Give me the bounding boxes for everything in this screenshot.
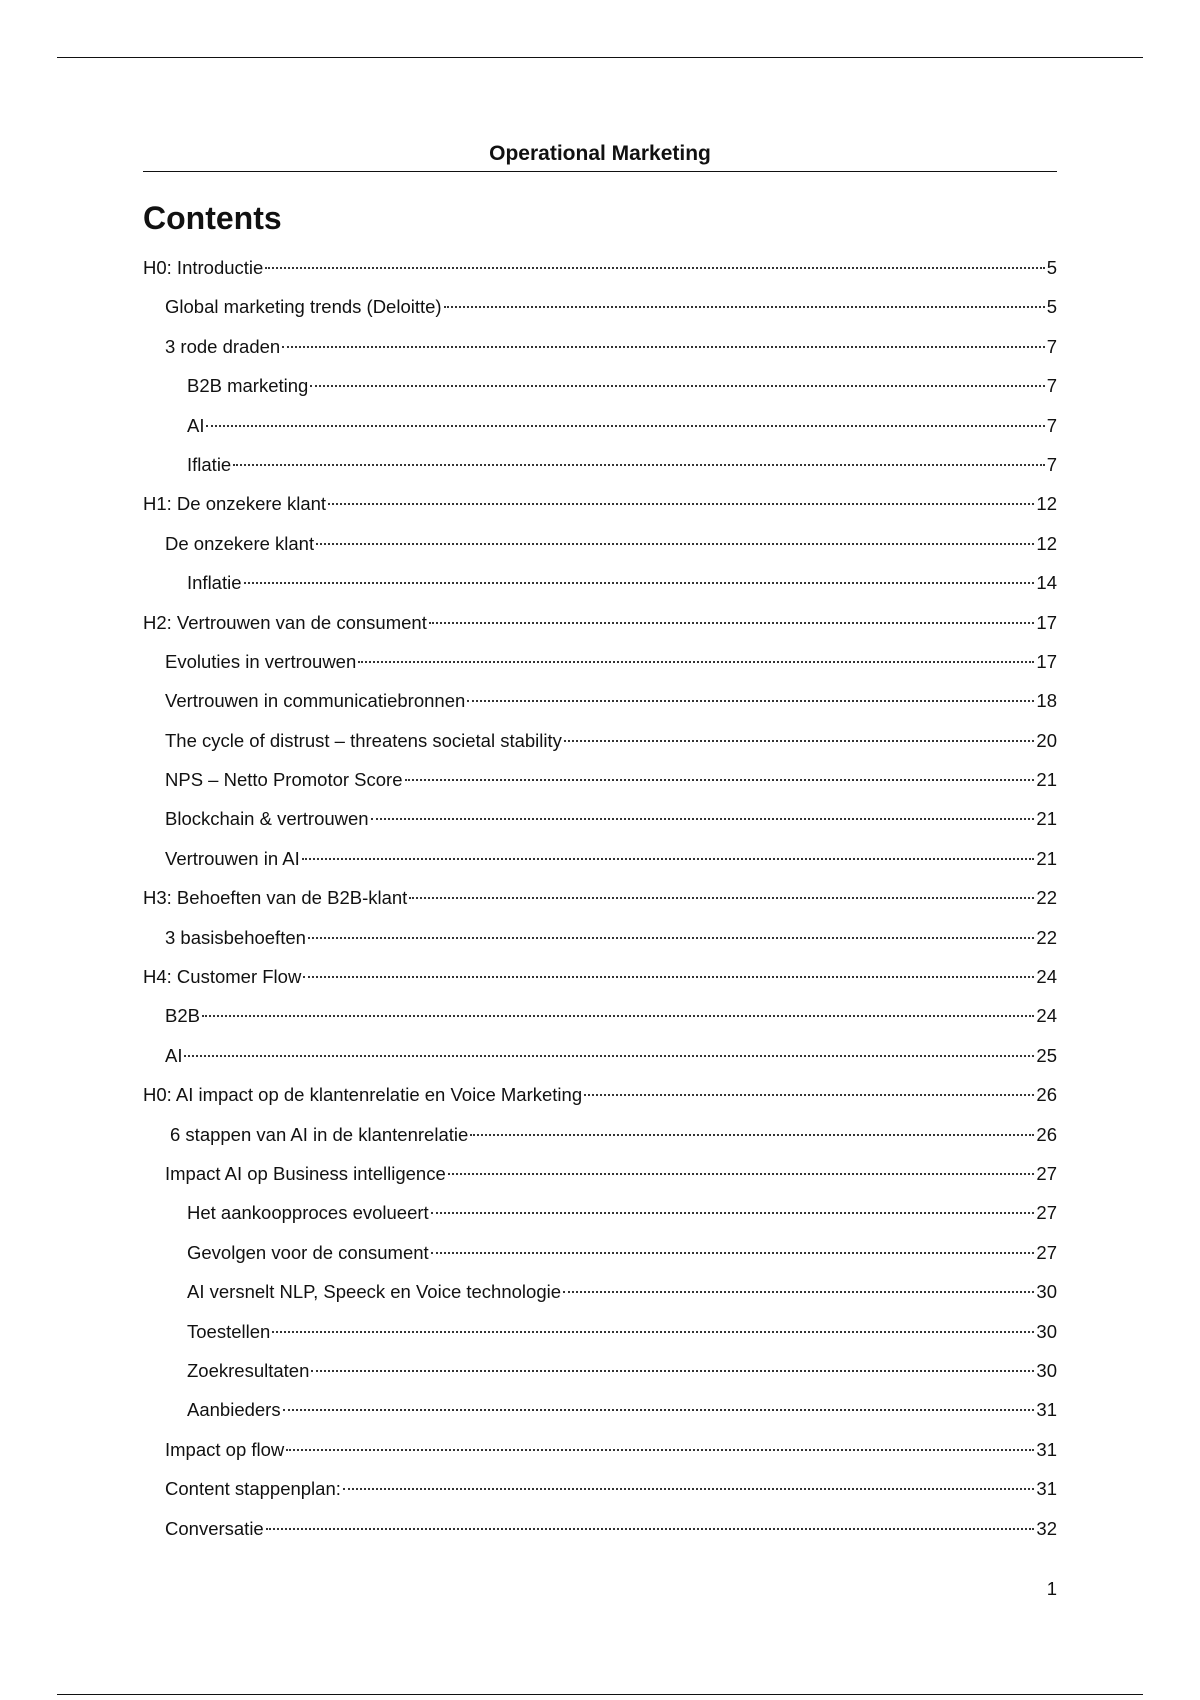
toc-dot-leader [444, 305, 1045, 308]
toc-entry-page: 18 [1036, 690, 1057, 712]
toc-entry[interactable] [143, 366, 1057, 405]
toc-entry-page: 21 [1036, 847, 1057, 869]
toc-entry[interactable] [143, 1469, 1057, 1508]
toc-entry-title: H2: Vertrouwen van de consument [143, 611, 427, 633]
toc-entry-title: Vertrouwen in AI [165, 847, 300, 869]
toc-entry-title: 6 stappen van AI in de klantenrelatie [170, 1123, 469, 1145]
toc-entry-title: Blockchain & vertrouwen [165, 808, 369, 830]
toc-entry-page: 12 [1036, 493, 1057, 515]
toc-entry-title: Het aankoopproces evolueert [187, 1202, 429, 1224]
toc-entry[interactable] [143, 445, 1057, 484]
toc-entry-title: Global marketing trends (Deloitte) [165, 296, 442, 318]
toc-entry-page: 17 [1036, 611, 1057, 633]
toc-dot-leader [184, 1054, 1034, 1057]
toc-dot-leader [308, 936, 1035, 939]
bottom-page-rule [57, 1694, 1143, 1695]
toc-dot-leader [266, 1527, 1035, 1530]
toc-entry-title: H0: Introductie [143, 257, 264, 278]
toc-entry-title: The cycle of distrust – threatens societal stability [165, 729, 562, 751]
toc-entry-title: De onzekere klant [165, 532, 315, 554]
toc-entry-title: H0: AI impact op de klantenrelatie en Voice Marketing [143, 1084, 583, 1106]
toc-entry[interactable] [143, 406, 1057, 445]
toc-entry-title: Zoekresultaten [187, 1359, 310, 1381]
toc-entry[interactable] [143, 918, 1057, 957]
toc-entry-page: 24 [1036, 966, 1057, 988]
toc-entry[interactable] [143, 1075, 1057, 1114]
toc-entry-page: 17 [1036, 650, 1057, 672]
toc-dot-leader [467, 699, 1034, 702]
toc-dot-leader [429, 621, 1035, 624]
toc-dot-leader [563, 1290, 1034, 1293]
toc-entry-title: H4: Customer Flow [143, 966, 302, 988]
toc-entry-page: 7 [1046, 414, 1057, 436]
toc-entry-page: 5 [1046, 296, 1057, 318]
toc-entry-title: Conversatie [165, 1517, 264, 1539]
toc-entry-title: Content stappenplan: [165, 1478, 341, 1500]
toc-entry-page: 26 [1036, 1123, 1057, 1145]
toc-entry[interactable] [143, 681, 1057, 720]
toc-entry[interactable] [143, 996, 1057, 1035]
toc-entry-title: Evoluties in vertrouwen [165, 650, 357, 672]
toc-entry[interactable] [143, 484, 1057, 523]
toc-entry-page: 21 [1036, 808, 1057, 830]
toc-entry[interactable] [143, 1115, 1057, 1154]
toc-entry-page: 30 [1036, 1359, 1057, 1381]
toc-entry-title: Impact AI op Business intelligence [165, 1162, 446, 1184]
toc-entry[interactable] [143, 327, 1057, 366]
toc-dot-leader [405, 778, 1035, 781]
toc-entry-page: 25 [1036, 1044, 1057, 1066]
toc-dot-leader [316, 542, 1034, 545]
toc-entry-page: 27 [1036, 1202, 1057, 1224]
toc-entry-title: Aanbieders [187, 1399, 281, 1421]
toc-dot-leader [303, 975, 1034, 978]
toc-dot-leader [584, 1093, 1034, 1096]
toc-entry-page: 27 [1036, 1241, 1057, 1263]
toc-dot-leader [358, 660, 1034, 663]
table-of-contents [143, 248, 1057, 1548]
toc-dot-leader [233, 463, 1044, 466]
toc-dot-leader [409, 896, 1034, 899]
toc-dot-leader [311, 1369, 1034, 1372]
toc-dot-leader [328, 502, 1034, 505]
toc-entry-page: 31 [1036, 1399, 1057, 1421]
toc-entry[interactable] [143, 563, 1057, 602]
toc-dot-leader [371, 817, 1035, 820]
toc-entry-page: 31 [1036, 1478, 1057, 1500]
toc-entry[interactable] [143, 1233, 1057, 1272]
toc-entry-title: H1: De onzekere klant [143, 493, 327, 515]
toc-dot-leader [564, 739, 1035, 742]
toc-entry[interactable] [143, 642, 1057, 681]
toc-entry-title: B2B [165, 1005, 200, 1027]
toc-dot-leader [272, 1330, 1034, 1333]
toc-entry[interactable] [143, 799, 1057, 838]
toc-entry-page: 12 [1036, 532, 1057, 554]
toc-entry[interactable] [143, 1312, 1057, 1351]
toc-entry[interactable] [143, 1036, 1057, 1075]
toc-dot-leader [448, 1172, 1035, 1175]
toc-entry-page: 31 [1036, 1438, 1057, 1460]
toc-dot-leader [431, 1251, 1035, 1254]
toc-dot-leader [343, 1487, 1035, 1490]
toc-entry-title: H3: Behoeften van de B2B-klant [143, 887, 408, 909]
toc-dot-leader [470, 1133, 1034, 1136]
toc-entry-page: 26 [1036, 1084, 1057, 1106]
toc-dot-leader [265, 266, 1044, 269]
toc-entry-page: 14 [1036, 572, 1057, 594]
toc-entry-title: 3 rode draden [165, 335, 281, 357]
toc-entry-page: 7 [1046, 335, 1057, 357]
toc-entry-page: 20 [1036, 729, 1057, 751]
toc-entry-title: NPS – Netto Promotor Score [165, 769, 403, 791]
toc-entry[interactable] [143, 1154, 1057, 1193]
toc-entry-title: 3 basisbehoeften [165, 926, 306, 948]
toc-entry[interactable] [143, 878, 1057, 917]
toc-entry[interactable] [143, 1272, 1057, 1311]
toc-entry-title: Gevolgen voor de consument [187, 1241, 429, 1263]
page-header-title: Operational Marketing [143, 142, 1057, 172]
toc-entry[interactable] [143, 1390, 1057, 1429]
toc-entry-page: 27 [1036, 1162, 1057, 1184]
toc-entry[interactable] [143, 1193, 1057, 1232]
toc-entry-page: 30 [1036, 1281, 1057, 1303]
toc-entry-title: Inflatie [187, 572, 242, 594]
toc-entry[interactable] [143, 839, 1057, 878]
toc-entry-title: Impact op flow [165, 1438, 285, 1460]
toc-dot-leader [202, 1014, 1034, 1017]
toc-dot-leader [286, 1448, 1034, 1451]
toc-entry-title: Iflatie [187, 453, 232, 475]
toc-entry[interactable] [143, 1351, 1057, 1390]
toc-entry[interactable] [143, 524, 1057, 563]
toc-dot-leader [431, 1211, 1035, 1214]
toc-entry-page: 5 [1046, 257, 1057, 278]
toc-entry[interactable] [143, 1430, 1057, 1469]
toc-entry-page: 22 [1036, 926, 1057, 948]
toc-dot-leader [282, 345, 1045, 348]
toc-entry-title: Vertrouwen in communicatiebronnen [165, 690, 466, 712]
toc-entry[interactable] [143, 1509, 1057, 1548]
toc-entry-page: 32 [1036, 1517, 1057, 1539]
toc-entry-page: 24 [1036, 1005, 1057, 1027]
toc-entry-page: 7 [1046, 375, 1057, 397]
toc-dot-leader [302, 857, 1035, 860]
contents-heading: Contents [143, 200, 282, 236]
toc-entry[interactable] [143, 287, 1057, 326]
page-number: 1 [1046, 1578, 1057, 1599]
toc-entry[interactable] [143, 957, 1057, 996]
toc-entry-page: 7 [1046, 453, 1057, 475]
toc-entry-title: AI [165, 1044, 183, 1066]
toc-entry-title: AI versnelt NLP, Speeck en Voice technologie [187, 1281, 562, 1303]
toc-entry[interactable] [143, 603, 1057, 642]
top-page-rule [57, 57, 1143, 58]
toc-entry[interactable] [143, 760, 1057, 799]
toc-dot-leader [310, 384, 1044, 387]
toc-dot-leader [244, 581, 1035, 584]
toc-dot-leader [206, 424, 1044, 427]
toc-entry-title: AI [187, 414, 205, 436]
toc-entry[interactable] [143, 721, 1057, 760]
toc-entry-page: 30 [1036, 1320, 1057, 1342]
toc-entry[interactable] [143, 248, 1057, 287]
toc-entry-title: B2B marketing [187, 375, 309, 397]
toc-dot-leader [283, 1408, 1035, 1411]
toc-entry-page: 21 [1036, 769, 1057, 791]
toc-entry-title: Toestellen [187, 1320, 271, 1342]
toc-entry-page: 22 [1036, 887, 1057, 909]
